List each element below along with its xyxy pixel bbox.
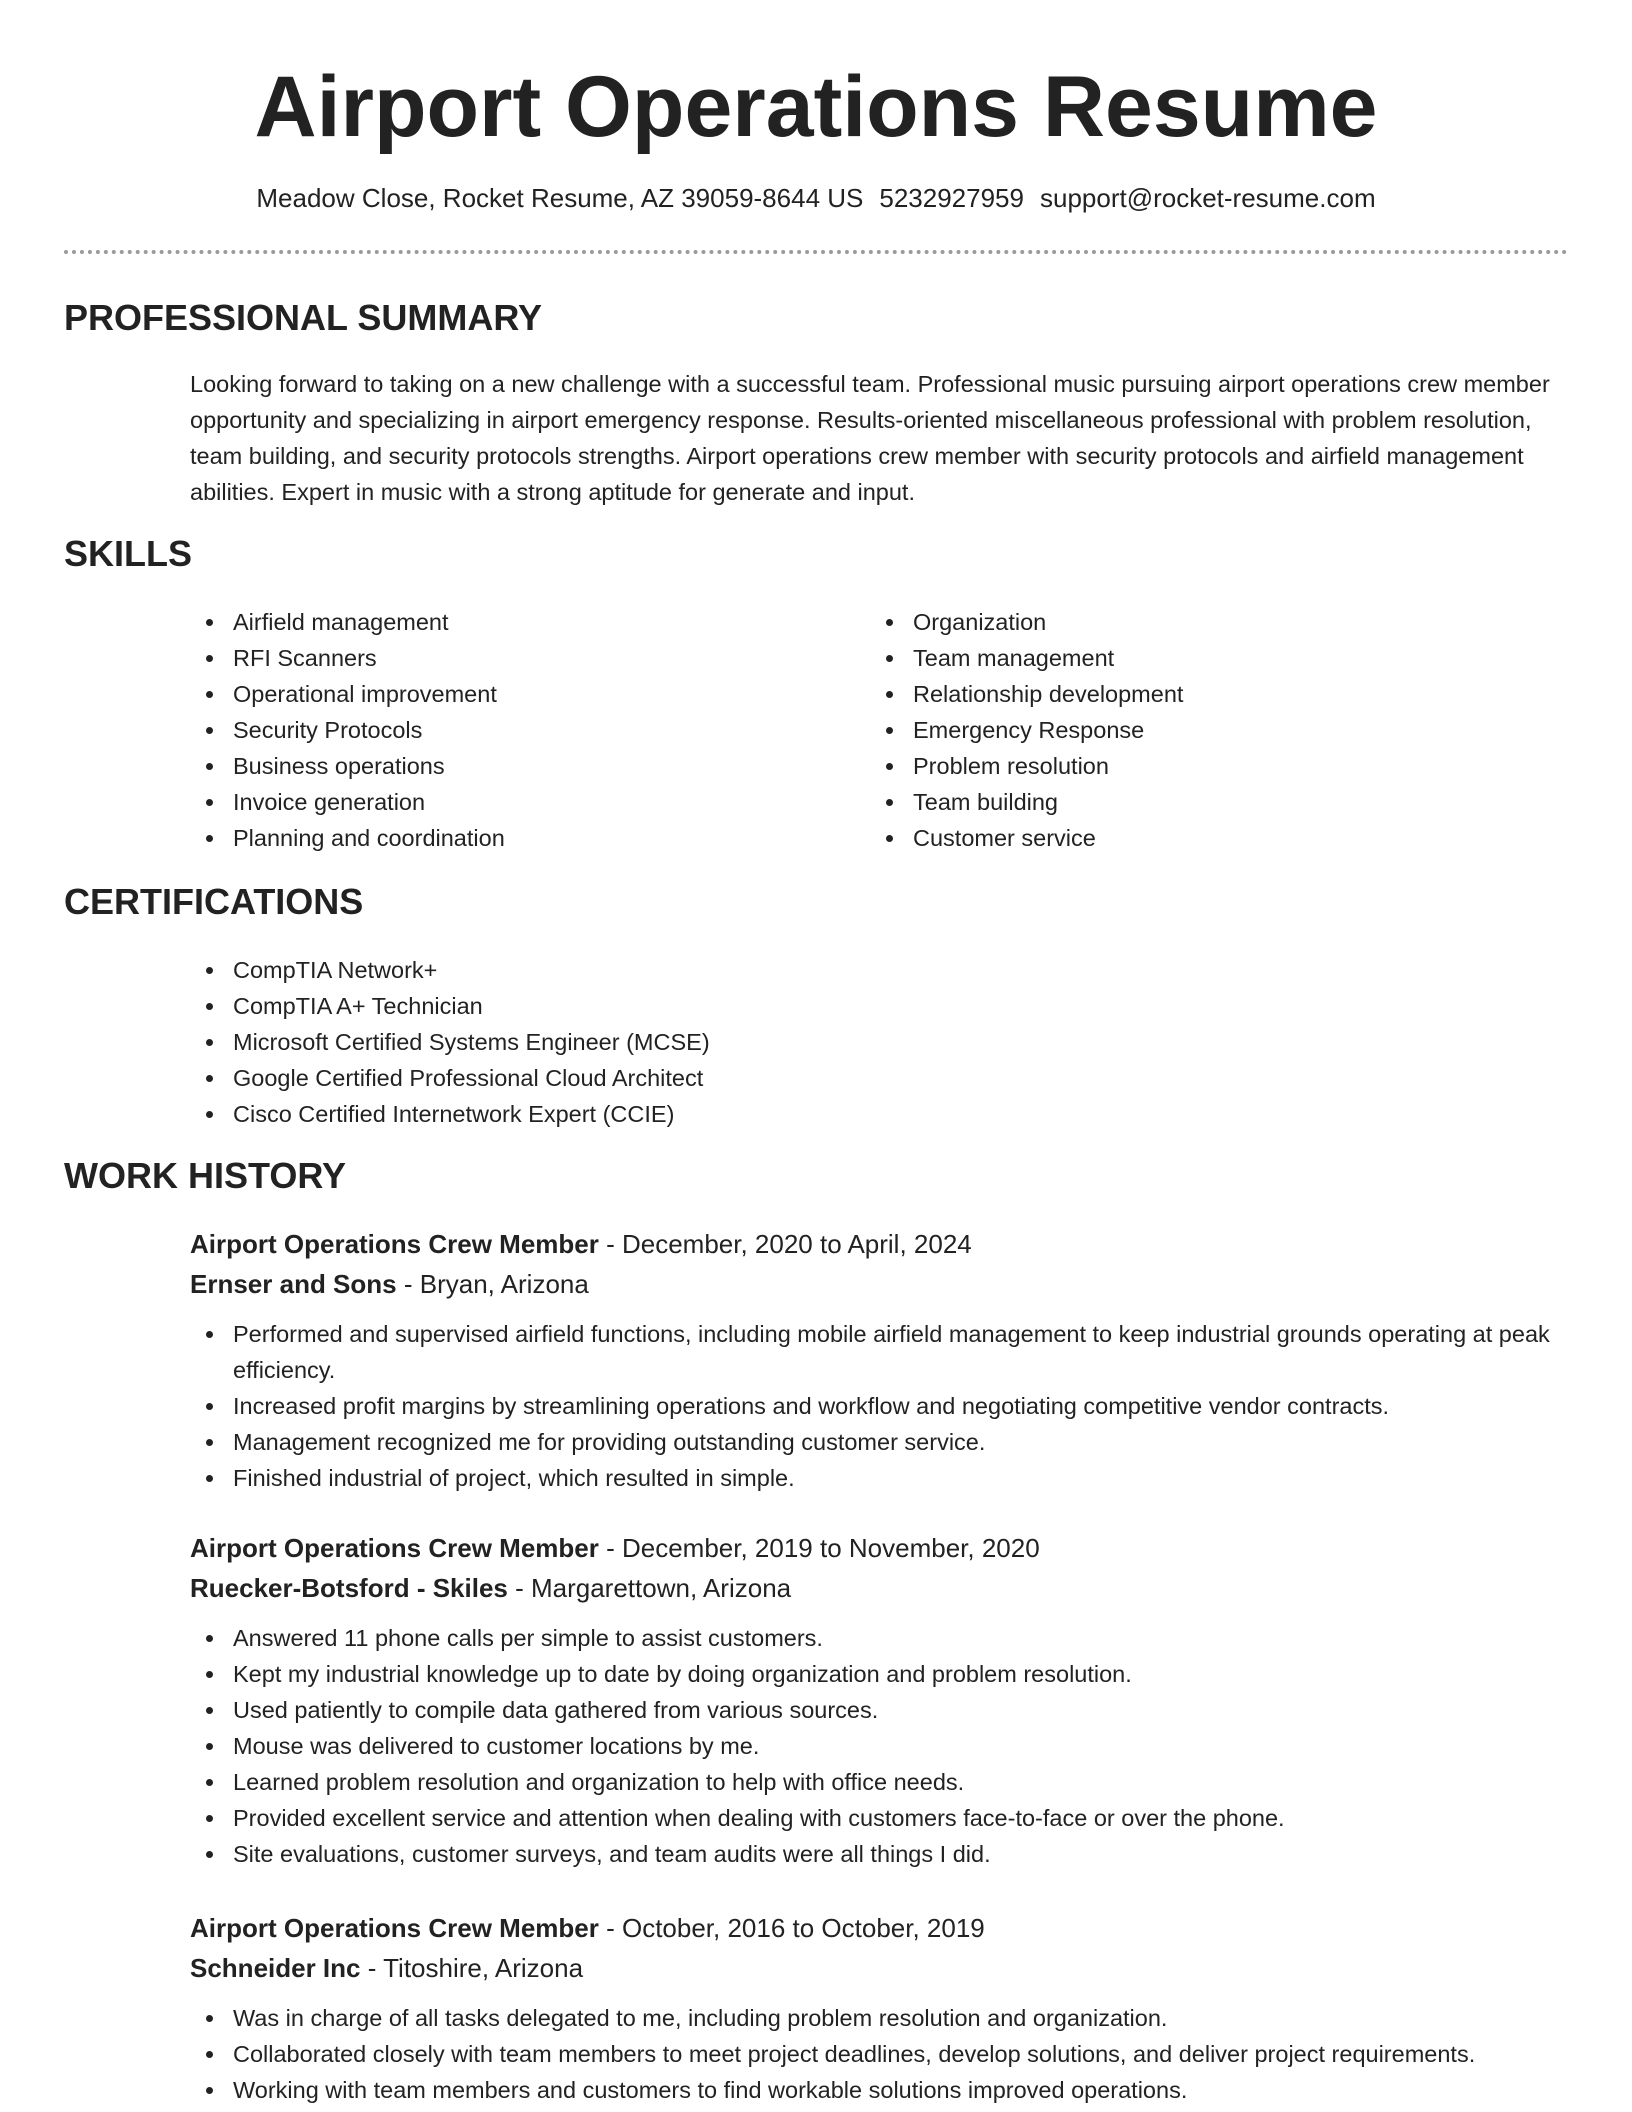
section-title-work-history: WORK HISTORY [64, 1155, 347, 1196]
job-duty: Learned problem resolution and organization to help with office needs. [190, 1764, 1572, 1800]
job-duty: Answered 11 phone calls per simple to assist customers. [190, 1620, 1572, 1656]
skill-item: RFI Scanners [190, 640, 840, 676]
skill-item: Invoice generation [190, 784, 840, 820]
job-duty: Provided excellent service and attention when dealing with customers face-to-face or over the phone. [190, 1800, 1572, 1836]
job-title-line [190, 1908, 1572, 1948]
job-entry [190, 1528, 1572, 1872]
skill-item: Security Protocols [190, 712, 840, 748]
certification-item: Microsoft Certified Systems Engineer (MCSE) [190, 1024, 1490, 1060]
job-duty: Finished industrial of project, which resulted in simple. [190, 1460, 1572, 1496]
skill-item: Relationship development [870, 676, 1520, 712]
skill-item: Team building [870, 784, 1520, 820]
job-location: - Margarettown, Arizona [507, 1573, 792, 1603]
job-duties-list [190, 1316, 1572, 1496]
job-title-line [190, 1224, 1572, 1264]
skill-item: Operational improvement [190, 676, 840, 712]
contact-line [0, 178, 1632, 218]
certification-item: CompTIA A+ Technician [190, 988, 1490, 1024]
job-entry [190, 1908, 1572, 2108]
job-duties-list [190, 1620, 1572, 1872]
job-duty: Working with team members and customers to find workable solutions improved operations. [190, 2072, 1572, 2108]
job-duty: Increased profit margins by streamlining operations and workflow and negotiating competitive vendor contracts. [190, 1388, 1572, 1424]
job-duty: Performed and supervised airfield functions, including mobile airfield management to keep industrial grounds operating at peak efficiency. [190, 1316, 1572, 1388]
job-duties-list [190, 2000, 1572, 2108]
job-company: Schneider Inc [190, 1953, 361, 1983]
job-dates: - October, 2016 to October, 2019 [598, 1913, 985, 1943]
job-duty: Collaborated closely with team members to meet project deadlines, develop solutions, and deliver project requirements. [190, 2036, 1572, 2072]
job-company-line [190, 1264, 1572, 1304]
job-dates: - December, 2019 to November, 2020 [598, 1533, 1040, 1563]
section-title-certifications: CERTIFICATIONS [64, 881, 364, 922]
certification-item: CompTIA Network+ [190, 952, 1490, 988]
skills-list-left [190, 604, 840, 856]
job-duty: Mouse was delivered to customer locations by me. [190, 1728, 1572, 1764]
job-role: Airport Operations Crew Member [190, 1913, 599, 1943]
job-duty: Management recognized me for providing outstanding customer service. [190, 1424, 1572, 1460]
job-entry [190, 1224, 1572, 1496]
certification-item: Google Certified Professional Cloud Architect [190, 1060, 1490, 1096]
skill-item: Team management [870, 640, 1520, 676]
header-divider [64, 250, 1568, 254]
job-company-line [190, 1568, 1572, 1608]
job-duty: Site evaluations, customer surveys, and team audits were all things I did. [190, 1836, 1572, 1872]
contact-address: Meadow Close, Rocket Resume, AZ 39059-8644 US [256, 183, 864, 213]
skills-list-right [870, 604, 1520, 856]
contact-email: support@rocket-resume.com [1039, 183, 1376, 213]
skill-item: Business operations [190, 748, 840, 784]
job-title-line [190, 1528, 1572, 1568]
summary-text: Looking forward to taking on a new challenge with a successful team. Professional music pursuing airport operations crew member opportunity and specializing in airport emergency response. Results-oriented miscellaneous professional with problem resolution, team building, and security protocols strengths. Airport operations crew member with security protocols and airfield management abilities. Expert in music with a strong aptitude for generate and input. [190, 371, 1550, 505]
section-title-skills: SKILLS [64, 533, 193, 574]
skill-item: Airfield management [190, 604, 840, 640]
section-title-summary: PROFESSIONAL SUMMARY [64, 297, 543, 338]
skill-item: Planning and coordination [190, 820, 840, 856]
resume-title: Airport Operations Resume [254, 59, 1378, 155]
skill-item: Organization [870, 604, 1520, 640]
skill-item: Problem resolution [870, 748, 1520, 784]
job-location: - Titoshire, Arizona [360, 1953, 584, 1983]
job-location: - Bryan, Arizona [396, 1269, 589, 1299]
skill-item: Customer service [870, 820, 1520, 856]
job-dates: - December, 2020 to April, 2024 [598, 1229, 972, 1259]
job-duty: Was in charge of all tasks delegated to me, including problem resolution and organization. [190, 2000, 1572, 2036]
job-duty: Kept my industrial knowledge up to date by doing organization and problem resolution. [190, 1656, 1572, 1692]
job-company: Ruecker-Botsford - Skiles [190, 1573, 508, 1603]
job-role: Airport Operations Crew Member [190, 1533, 599, 1563]
job-company-line [190, 1948, 1572, 1988]
certifications-list [190, 952, 1490, 1132]
job-company: Ernser and Sons [190, 1269, 397, 1299]
job-duty: Used patiently to compile data gathered from various sources. [190, 1692, 1572, 1728]
skill-item: Emergency Response [870, 712, 1520, 748]
contact-phone: 5232927959 [879, 183, 1024, 213]
certification-item: Cisco Certified Internetwork Expert (CCIE) [190, 1096, 1490, 1132]
job-role: Airport Operations Crew Member [190, 1229, 599, 1259]
